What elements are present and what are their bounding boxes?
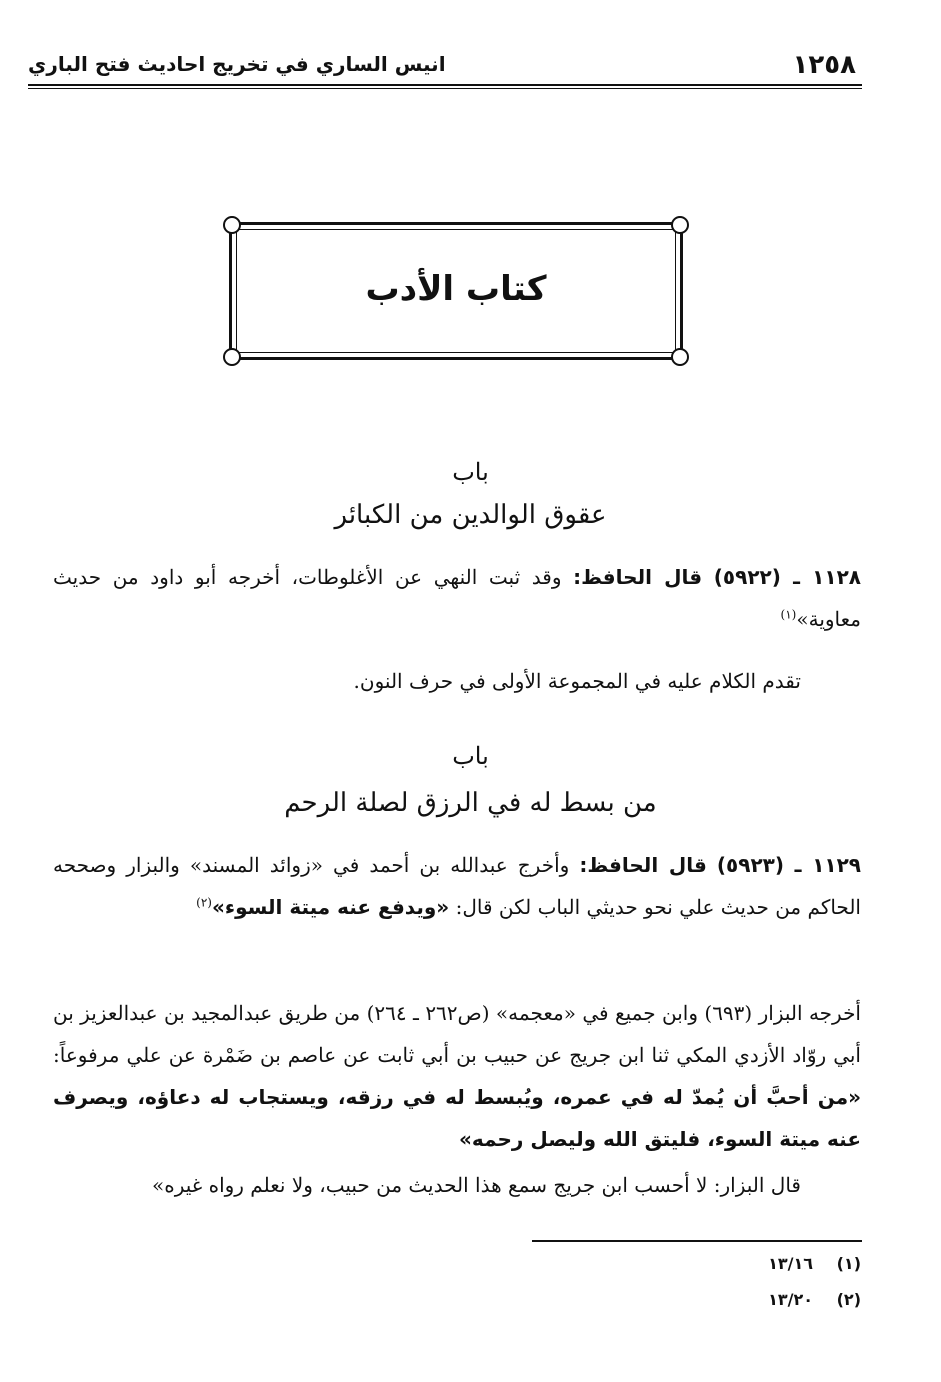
footnote-ref-text: ١٣/٢٠ — [768, 1290, 814, 1309]
entry-number: ١١٢٩ ـ (٥٩٢٣) — [716, 853, 862, 877]
header-rule-thin — [28, 88, 862, 89]
quote-bold: «ويدفع عنه ميتة السوء» — [211, 895, 450, 919]
footnote-ref: (٢) — [196, 895, 212, 910]
footnote — [768, 1254, 861, 1273]
bazzar-note: قال البزار: لا أحسب ابن جريج سمع هذا الحديث من حبيب، ولا نعلم رواه غيره» — [152, 1173, 801, 1197]
bab-label: باب — [452, 742, 489, 770]
footnote-mark: (٢) — [836, 1290, 861, 1309]
entry-paragraph — [53, 556, 861, 640]
comment-paragraph: تقدم الكلام عليه في المجموعة الأولى في حرف النون. — [353, 669, 801, 693]
frame-ornament — [223, 348, 241, 366]
takhrij-text: أخرجه البزار (٦٩٣) وابن جميع في «معجمه» (ص٢٦٢ ـ ٢٦٤) من طريق عبدالمجيد بن عبدالعزيز بن أبي روّاد الأزدي المكي ثنا ابن جريج عن حبيب بن أبي ثابت عن عاصم بن ضَمْرة عن علي مرفوعاً: — [53, 1001, 861, 1067]
running-header — [28, 44, 862, 84]
running-title: انيس الساري في تخريج احاديث فتح الباري — [28, 52, 446, 76]
bab-title: عقوق الوالدين من الكبائر — [334, 500, 607, 530]
footnote-ref: (١) — [780, 607, 797, 622]
frame-ornament — [223, 216, 241, 234]
speaker-label: قال الحافظ: — [573, 565, 703, 589]
hadith-text: «من أحبَّ أن يُمدّ له في عمره، ويُبسط له في رزقه، ويستجاب له دعاؤه، ويصرف عنه ميتة السوء، فليتق الله وليصل رحمه» — [53, 1085, 861, 1151]
takhrij-paragraph — [53, 992, 861, 1160]
speaker-label: قال الحافظ: — [579, 853, 707, 877]
footnote-rule — [532, 1240, 862, 1242]
bab-title: من بسط له في الرزق لصلة الرحم — [284, 788, 657, 818]
footnote-ref-text: ١٣/١٦ — [768, 1254, 814, 1273]
bab-label: باب — [452, 458, 489, 486]
book-title: كتاب الأدب — [365, 269, 547, 309]
entry-number: ١١٢٨ ـ (٥٩٢٢) — [713, 565, 861, 589]
frame-ornament — [671, 348, 689, 366]
quote-text: وقد ثبت النهي عن الأغلوطات، أخرجه أبو داود من حديث معاوية» — [53, 565, 861, 631]
header-rule — [28, 84, 862, 86]
quote-text: وأخرج عبدالله بن أحمد في «زوائد المسند» والبزار وصححه الحاكم من حديث علي نحو حديثي الباب لكن قال: — [53, 853, 861, 919]
footnote-mark: (١) — [836, 1254, 861, 1273]
page-number: ١٢٥٨ — [792, 50, 856, 80]
frame-ornament — [671, 216, 689, 234]
book-title-frame — [229, 222, 683, 360]
entry-paragraph — [53, 844, 861, 928]
footnote — [768, 1290, 861, 1309]
